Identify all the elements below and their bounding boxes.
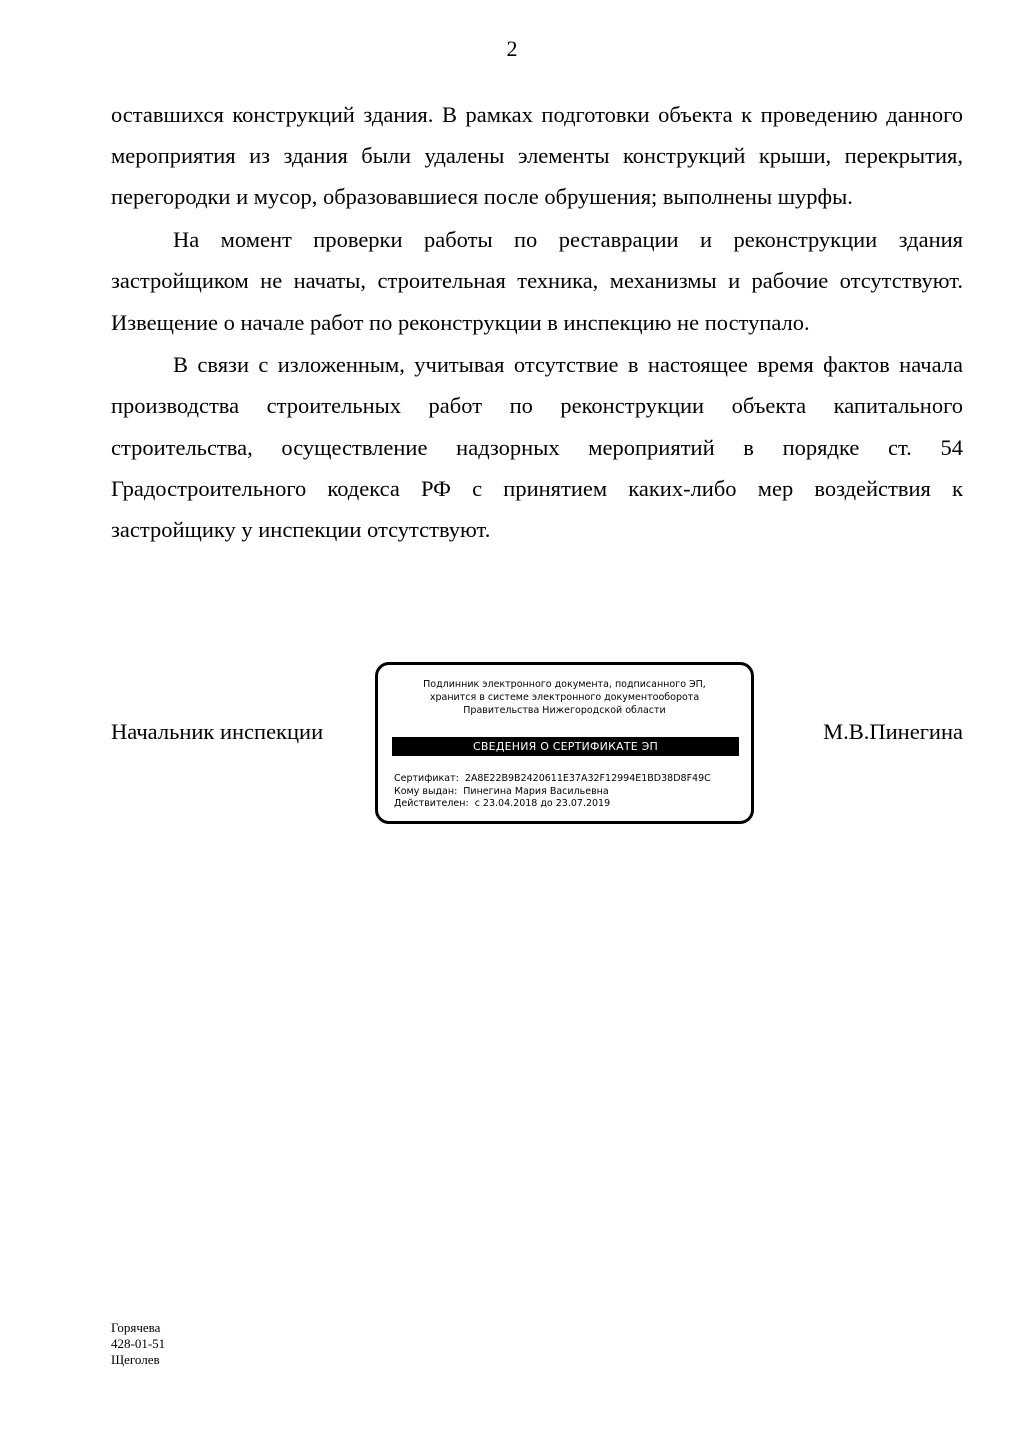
- stamp-issued-to-value: Пинегина Мария Васильевна: [463, 785, 609, 797]
- page-number: 2: [506, 36, 518, 61]
- footer-phone: 428-01-51: [111, 1336, 166, 1351]
- stamp-valid-row: [394, 798, 711, 811]
- stamp-valid-label: Действителен:: [394, 798, 469, 809]
- signer-name: М.В.Пинегина: [823, 719, 963, 744]
- stamp-details: [394, 773, 711, 811]
- stamp-notice-line: Подлинник электронного документа, подписанного ЭП,: [423, 679, 706, 690]
- stamp-issued-to-row: [394, 786, 711, 799]
- signer-title: Начальник инспекции: [111, 719, 324, 744]
- electronic-signature-stamp: [375, 662, 754, 824]
- stamp-header: СВЕДЕНИЯ О СЕРТИФИКАТЕ ЭП: [392, 737, 739, 756]
- stamp-issued-to-label: Кому выдан:: [394, 785, 458, 797]
- paragraph-1: оставшихся конструкций здания. В рамках подготовки объекта к проведению данного мероприятия из здания были удалены элементы конструкций крыши, перекрытия, перегородки и мусор, образовавшиеся после обрушения; выполнены шурфы.: [111, 102, 963, 210]
- footer-contacts: [111, 1320, 165, 1368]
- footer-executor-name: Горячева: [111, 1320, 161, 1335]
- stamp-certificate-label: Сертификат:: [394, 773, 459, 784]
- document-body: [111, 94, 963, 552]
- footer-secondary-name: Щеголев: [111, 1352, 160, 1367]
- stamp-certificate-value: 2A8E22B9B2420611E37A32F12994E1BD38D8F49C: [464, 773, 711, 784]
- stamp-certificate-row: [394, 773, 711, 786]
- paragraph-3: В связи с изложенным, учитывая отсутствие в настоящее время фактов начала производства строительных работ по реконструкции объекта капитального строительства, осуществление надзорных мероприятий в порядке ст. 54 Градостроительного кодекса РФ с принятием каких-либо мер воздействия к застройщику у инспекции отсутствуют.: [111, 352, 963, 543]
- stamp-notice-line: Правительства Нижегородской области: [463, 705, 666, 716]
- stamp-notice: [378, 678, 751, 717]
- stamp-notice-line: хранится в системе электронного документооборота: [429, 692, 700, 703]
- paragraph-2: На момент проверки работы по реставрации и реконструкции здания застройщиком не начаты, строительная техника, механизмы и рабочие отсутствуют. Извещение о начале работ по реконструкции в инспекцию не поступало.: [111, 227, 963, 335]
- stamp-valid-value: с 23.04.2018 до 23.07.2019: [474, 798, 611, 809]
